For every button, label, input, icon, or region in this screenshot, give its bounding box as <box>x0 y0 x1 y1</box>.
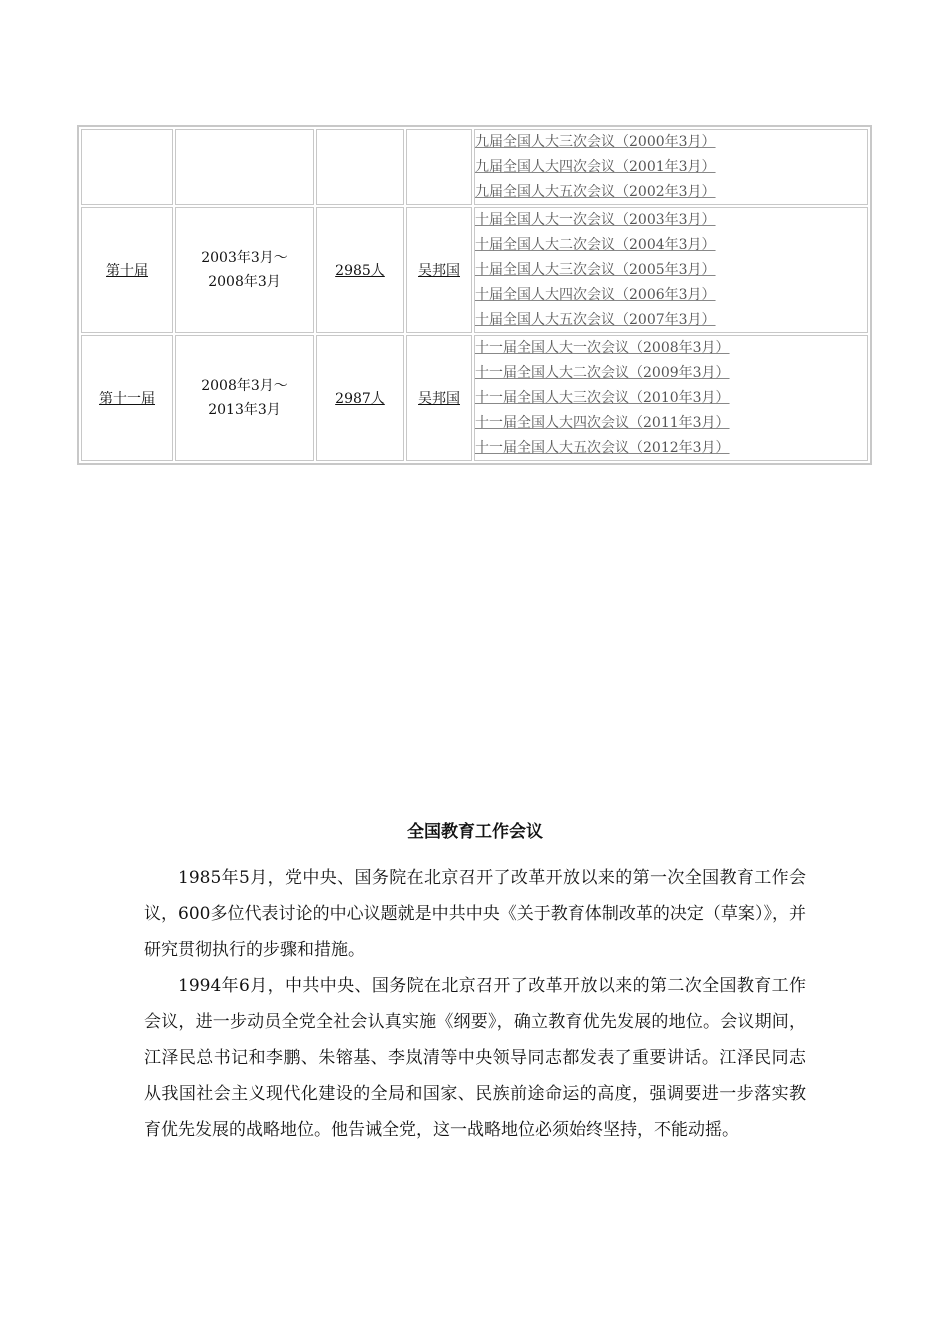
chairman-cell <box>406 129 472 205</box>
period-start: 2003年3月～ <box>201 250 288 267</box>
sessions-cell <box>474 207 868 333</box>
term-cell <box>81 129 173 205</box>
chairman-link[interactable]: 吴邦国 <box>418 391 460 408</box>
session-link[interactable]: 九届全国人大三次会议（2000年3月） <box>475 134 716 150</box>
section-title: 全国教育工作会议 <box>407 822 543 842</box>
period-end: 2013年3月 <box>208 402 281 419</box>
period-end: 2008年3月 <box>208 274 281 291</box>
term-cell <box>81 207 173 333</box>
session-link[interactable]: 九届全国人大五次会议（2002年3月） <box>475 183 716 200</box>
term-link[interactable]: 第十届 <box>106 263 148 280</box>
session-link[interactable]: 十届全国人大一次会议（2003年3月） <box>475 212 716 229</box>
session-link[interactable]: 十一届全国人大三次会议（2010年3月） <box>475 389 730 406</box>
session-link[interactable]: 十届全国人大四次会议（2006年3月） <box>475 286 716 303</box>
deputies-link[interactable]: 2987人 <box>335 391 385 408</box>
deputies-link[interactable]: 2985人 <box>335 263 385 280</box>
chairman-cell <box>406 207 472 333</box>
paragraph: 1985年5月，党中央、国务院在北京召开了改革开放以来的第一次全国教育工作会议，600多位代表讨论的中心议题就是中共中央《关于教育体制改革的决定（草案）》，并研究贯彻执行的步骤和措施。 <box>144 868 806 960</box>
session-link[interactable]: 九届全国人大四次会议（2001年3月） <box>475 158 716 175</box>
deputies-cell <box>316 129 404 205</box>
deputies-cell <box>316 335 404 461</box>
session-link[interactable]: 十届全国人大二次会议（2004年3月） <box>475 237 716 254</box>
session-link[interactable]: 十一届全国人大二次会议（2009年3月） <box>475 365 730 382</box>
period-cell <box>175 207 314 333</box>
npc-sessions-table <box>77 125 872 465</box>
period-cell <box>175 335 314 461</box>
paragraph: 1994年6月，中共中央、国务院在北京召开了改革开放以来的第二次全国教育工作会议，进一步动员全党全社会认真实施《纲要》，确立教育优先发展的地位。会议期间，江泽民总书记和李鹏、朱镕基、李岚清等中央领导同志都发表了重要讲话。江泽民同志从我国社会主义现代化建设的全局和国家、民族前途命运的高度，强调要进一步落实教育优先发展的战略地位。他告诫全党，这一战略地位必须始终坚持，不能动摇。 <box>144 976 806 1140</box>
table-row <box>81 207 868 333</box>
table-row <box>81 335 868 461</box>
session-link[interactable]: 十届全国人大五次会议（2007年3月） <box>475 311 716 328</box>
deputies-cell <box>316 207 404 333</box>
chairman-link[interactable]: 吴邦国 <box>418 263 460 280</box>
sessions-cell <box>474 129 868 205</box>
chairman-cell <box>406 335 472 461</box>
session-link[interactable]: 十一届全国人大一次会议（2008年3月） <box>475 340 730 357</box>
period-cell <box>175 129 314 205</box>
session-link[interactable]: 十一届全国人大五次会议（2012年3月） <box>475 439 730 456</box>
term-cell <box>81 335 173 461</box>
table-row <box>81 129 868 205</box>
sessions-cell <box>474 335 868 461</box>
term-link[interactable]: 第十一届 <box>99 391 155 408</box>
session-link[interactable]: 十届全国人大三次会议（2005年3月） <box>475 261 716 278</box>
session-link[interactable]: 十一届全国人大四次会议（2011年3月） <box>475 414 730 431</box>
period-start: 2008年3月～ <box>201 378 288 395</box>
